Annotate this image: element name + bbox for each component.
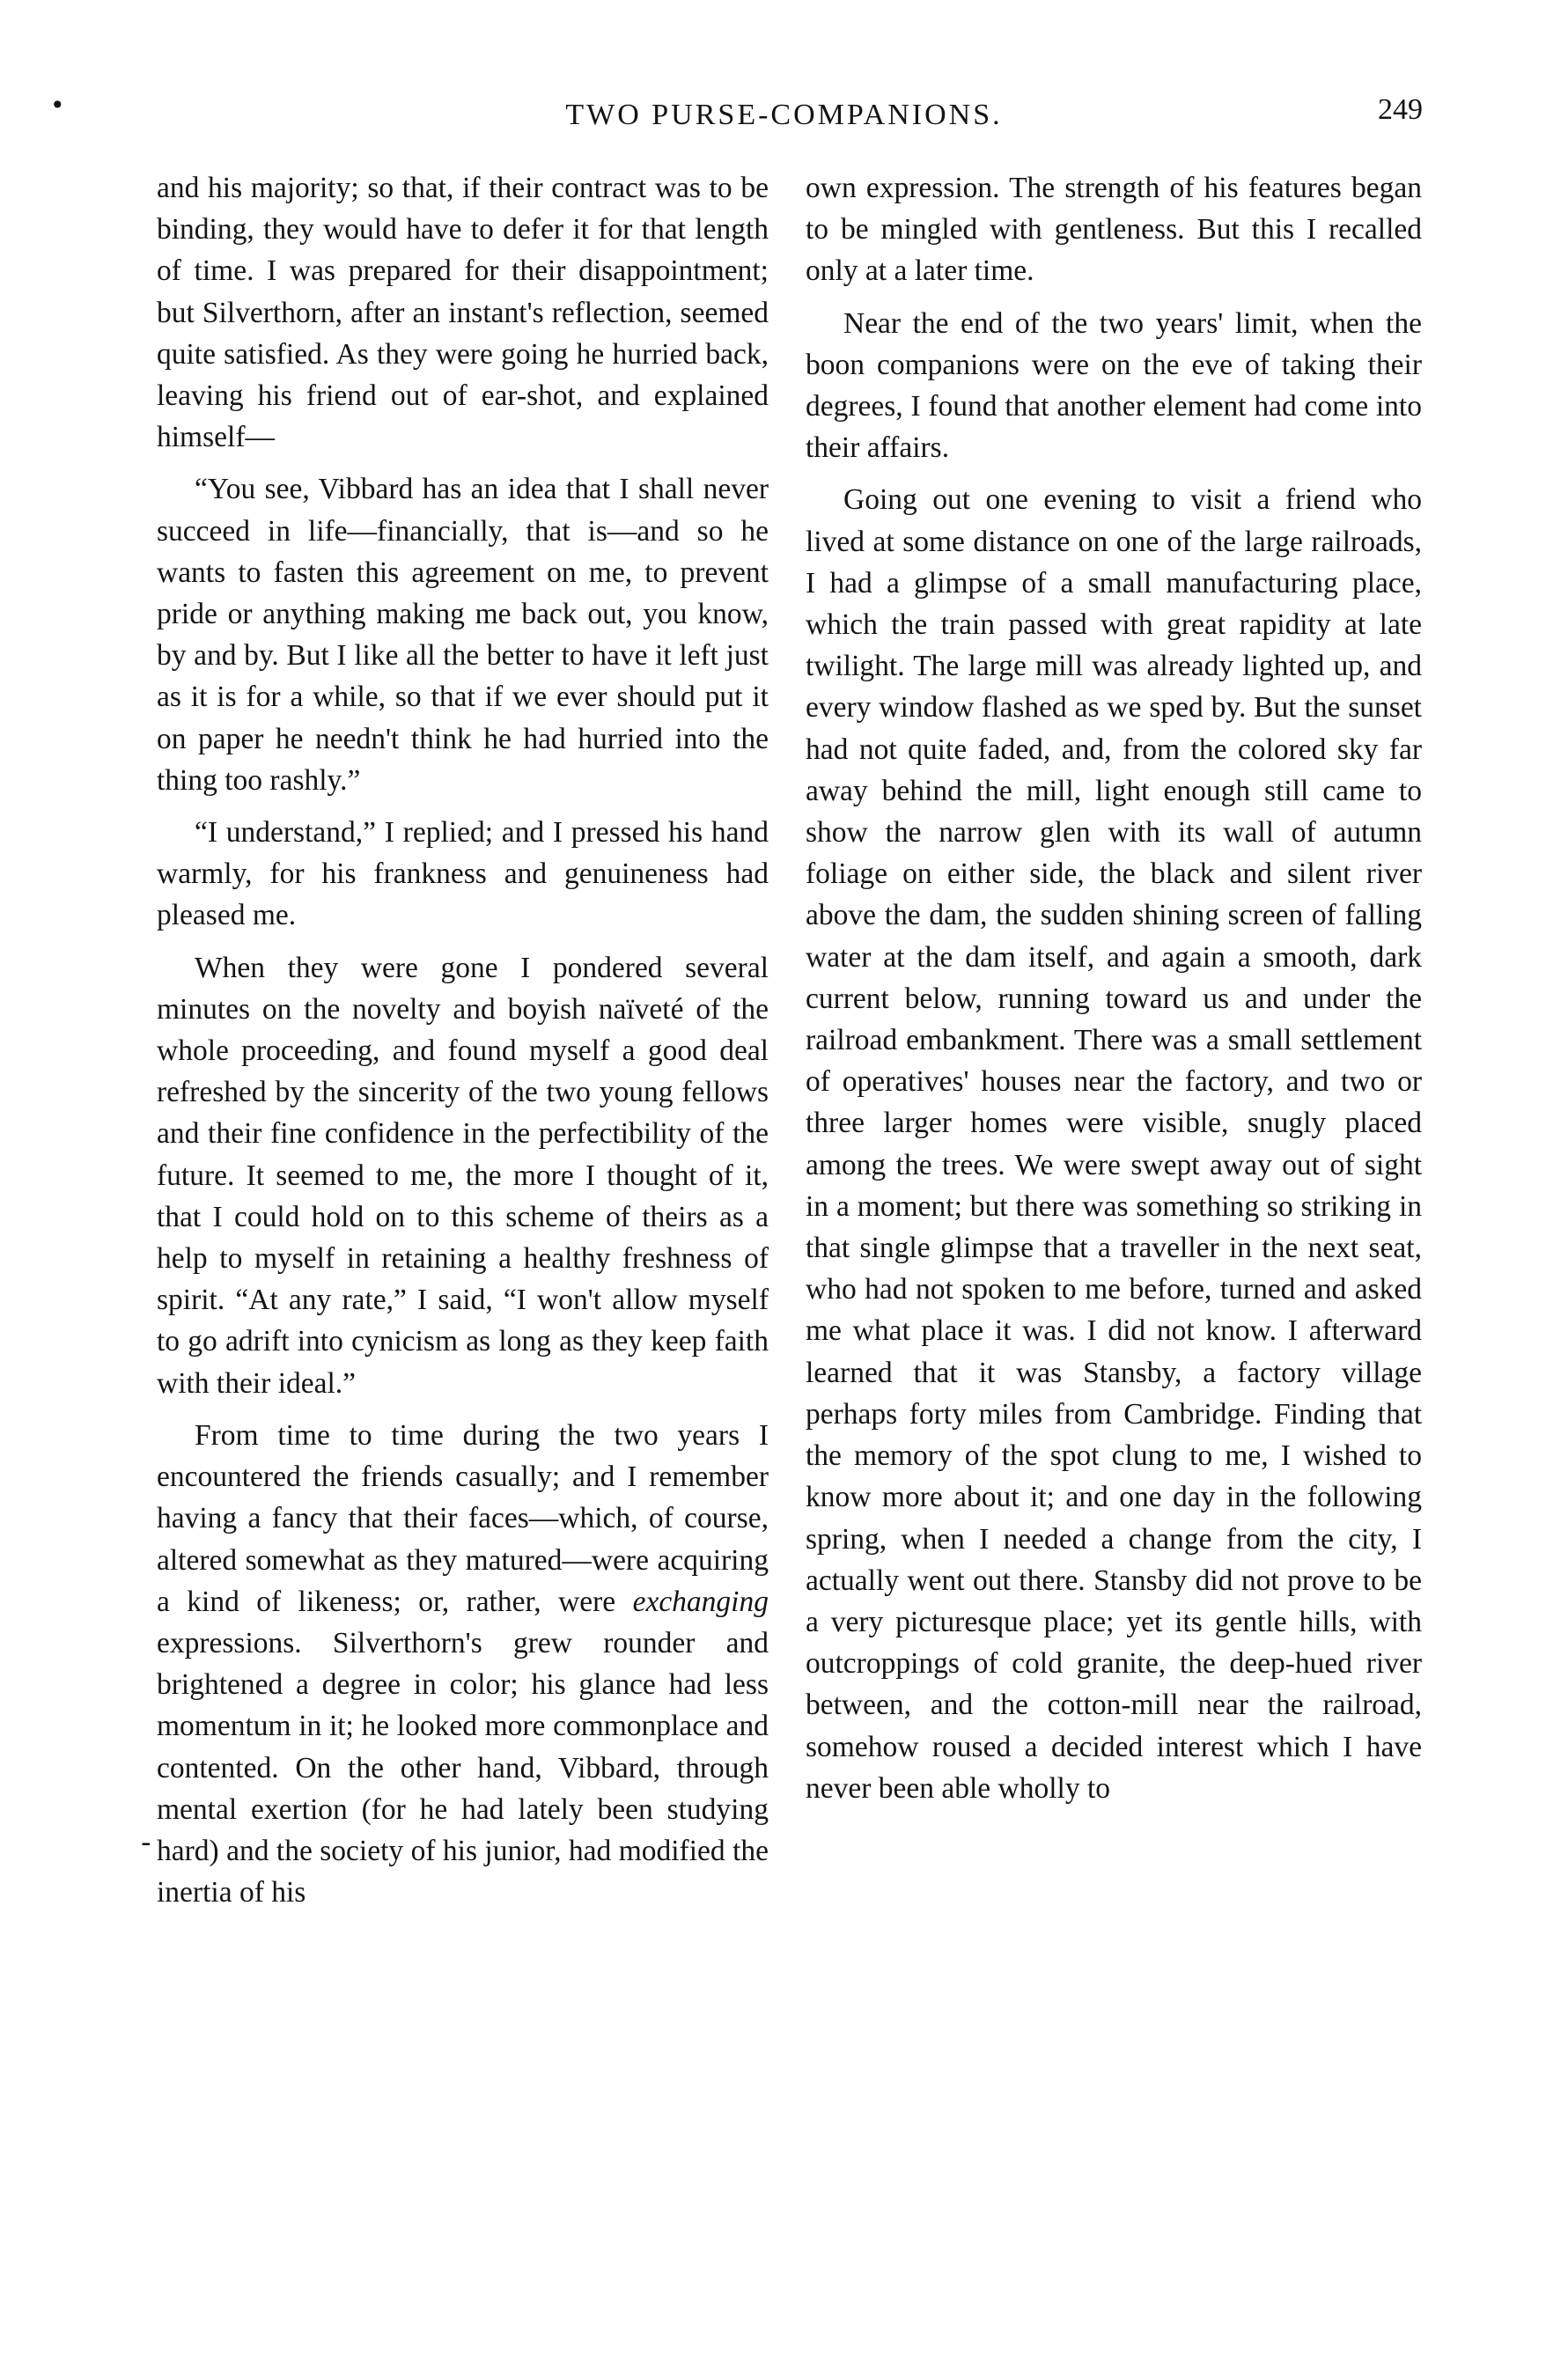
running-head (0, 93, 1568, 143)
left-column (157, 167, 769, 1924)
paragraph-reply: “I understand,” I replied; and I pressed his hand warmly, for his frankness and genuineness had pleased me. (157, 816, 769, 932)
italic-word: exchanging (632, 1585, 769, 1618)
paragraph-from-time-to-time (157, 1415, 769, 1913)
paragraph-silverthorn-speech: “You see, Vibbard has an idea that I shall never succeed in life—financially, that is—and so he wants to fasten this agreement on me, to prevent pride or anything making me back out, you know, by and by. But I like all the better to have it left just as it is for a while, so that if we ever should put it on paper he needn't think he had hurried into the thing too rashly.” (157, 473, 769, 797)
paragraph-two-years-limit: Near the end of the two years' limit, when the boon companions were on the eve of taking their degrees, I found that another element had come into their affairs. (806, 306, 1422, 465)
running-title: TWO PURSE-COMPANIONS. (565, 99, 1003, 131)
page-number: 249 (1378, 93, 1423, 126)
paragraph-pondered: When they were gone I pondered several minutes on the novelty and boyish naïveté of the whole proceeding, and found myself a good deal refreshed by the sincerity of the two young fellows and their fine confidence in the perfectibility of the future. It seemed to me, the more I thought of it, that I could hold on to this scheme of theirs as a help to myself in retaining a healthy freshness of spirit. “At any rate,” I said, “I won't allow myself to go adrift into cynicism as long as they keep faith with their ideal.” (157, 951, 769, 1400)
paragraph-continued: own expression. The strength of his features began to be mingled with gentleness. But this I recalled only at a later time. (806, 172, 1422, 288)
text-run: expressions. Silverthorn's grew rounder and brightened a degree in color; his glance had less momentum in it; he looked more commonplace and contented. On the other hand, Vibbard, through mental exertion (for he had lately been studying hard) and the society of his junior, had modified the inertia of his (157, 1626, 769, 1909)
right-column (806, 167, 1422, 1820)
paragraph-continued: and his majority; so that, if their contract was to be binding, they would have to defer it for that length of time. I was prepared for their disappointment; but Silverthorn, after an instant's reflection, seemed quite satisfied. As they were going he hurried back, leaving his friend out of ear-shot, and explained himself— (157, 172, 769, 454)
text-run: From time to time during the two years I encountered the friends casually; and I remember having a fancy that their faces—which, of course, altered somewhat as they matured—were acquiring a kind of likeness; or, rather, were (157, 1418, 769, 1618)
paragraph-stansby: Going out one evening to visit a friend who lived at some distance on one of the large railroads, I had a glimpse of a small manufacturing place, which the train passed with great rapidity at late twilight. The large mill was already lighted up, and every window flashed as we sped by. But the sunset had not quite faded, and, from the colored sky far away behind the mill, light enough still came to show the narrow glen with its wall of autumn foliage on either side, the black and silent river above the dam, the sudden shining screen of falling water at the dam itself, and again a smooth, dark current below, running toward us and under the railroad embankment. There was a small settlement of operatives' houses near the factory, and two or three larger homes were visible, snugly placed among the trees. We were swept away out of sight in a moment; but there was something so striking in that single glimpse that a traveller in the next seat, who had not spoken to me before, turned and asked me what place it was. I did not know. I afterward learned that it was Stansby, a factory village perhaps forty miles from Cambridge. Finding that the memory of the spot clung to me, I wished to know more about it; and one day in the following spring, when I needed a change from the city, I actually went out there. Stansby did not prove to be a very picturesque place; yet its gentle hills, with outcroppings of cold granite, the deep-hued river between, and the cotton-mill near the railroad, somehow roused a decided interest which I have never been able wholly to (806, 483, 1422, 1805)
stray-print-mark: • (50, 91, 65, 120)
margin-mark: - (141, 1825, 151, 1860)
